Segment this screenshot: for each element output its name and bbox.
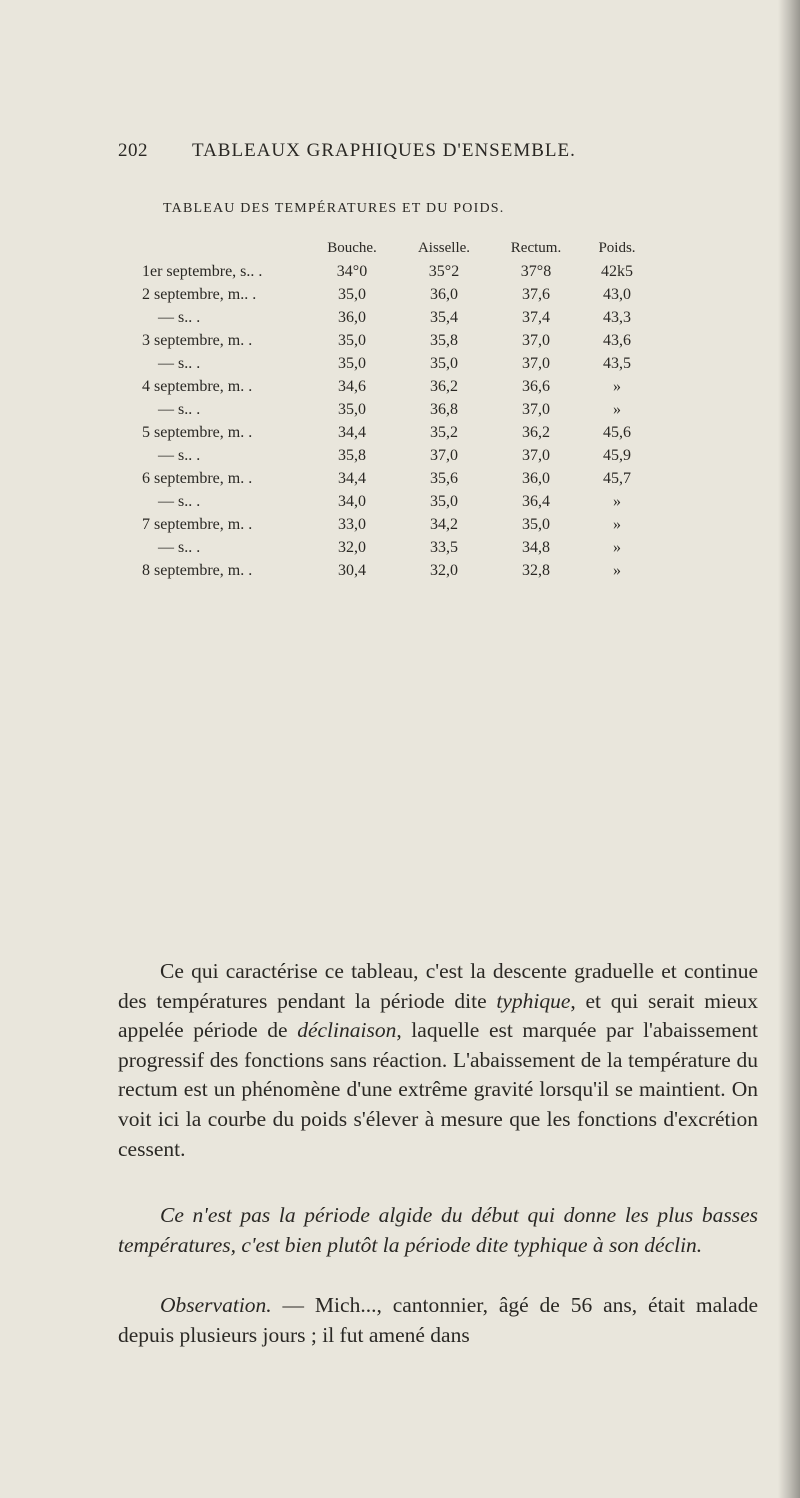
row-date: 5 septembre, m. . <box>142 423 253 441</box>
row-aisselle: 35°2 <box>428 262 460 280</box>
row-date: 7 septembre, m. . <box>142 515 253 533</box>
row-bouche: 34,6 <box>338 377 366 395</box>
row-bouche: 35,0 <box>338 331 366 349</box>
row-bouche: 36,0 <box>338 308 366 326</box>
table-row <box>118 559 652 582</box>
row-rectum: 37,0 <box>522 400 550 418</box>
row-bouche: 32,0 <box>338 538 366 556</box>
row-aisselle: 36,2 <box>430 377 458 395</box>
table-row <box>118 329 652 352</box>
table-row <box>118 467 652 490</box>
row-poids: » <box>613 400 621 418</box>
row-date: — s.. . <box>158 538 201 556</box>
row-date: 6 septembre, m. . <box>142 469 253 487</box>
row-bouche: 34,0 <box>338 492 366 510</box>
table-row <box>118 490 652 513</box>
header-poids: Poids. <box>598 239 636 256</box>
body-paragraph-1 <box>118 957 758 1164</box>
row-aisselle: 36,8 <box>430 400 458 418</box>
paragraph-1-text-e: , laquelle est marquée par l'abaissement progressif des fonctions sans réaction. L'abaissement de la température du rectum est un phénomène d'une extrême gravité lorsqu'il se maintient. On voit ici la courbe du poids s'élever à mesure que les fonctions d'excrétion cessent. <box>118 1018 758 1161</box>
row-bouche: 30,4 <box>338 561 366 579</box>
body-paragraph-2-italic <box>118 1201 758 1260</box>
row-rectum: 37,6 <box>522 285 550 303</box>
row-rectum: 36,6 <box>522 377 550 395</box>
row-aisselle: 35,0 <box>430 492 458 510</box>
row-aisselle: 32,0 <box>430 561 458 579</box>
temperature-weight-table <box>118 236 652 582</box>
header-rectum: Rectum. <box>510 239 562 256</box>
row-date: — s.. . <box>158 308 201 326</box>
paragraph-1-italic-typhique: typhique <box>496 988 571 1013</box>
row-aisselle: 34,2 <box>430 515 458 533</box>
table-row <box>118 375 652 398</box>
row-bouche: 35,8 <box>338 446 366 464</box>
page-edge-shadow <box>778 0 800 1498</box>
row-poids: » <box>613 561 621 579</box>
paragraph-2-text: Ce n'est pas la période algide du début qui donne les plus basses températures, c'est bien plutôt la période dite typhique à son déclin. <box>118 1203 758 1257</box>
row-poids: 45,9 <box>603 446 631 464</box>
row-aisselle: 35,0 <box>430 354 458 372</box>
row-rectum: 37,0 <box>522 331 550 349</box>
running-head <box>118 140 758 170</box>
row-date: 4 septembre, m. . <box>142 377 253 395</box>
row-poids: 42k5 <box>601 262 633 280</box>
header-aisselle: Aisselle. <box>417 239 471 256</box>
row-rectum: 36,2 <box>522 423 550 441</box>
row-poids: » <box>613 538 621 556</box>
row-rectum: 37,0 <box>522 354 550 372</box>
paragraph-1-text-c: , et qui serait mieux appelée période de <box>118 988 758 1043</box>
row-aisselle: 36,0 <box>430 285 458 303</box>
row-aisselle: 35,6 <box>430 469 458 487</box>
row-bouche: 34°0 <box>336 262 368 280</box>
row-bouche: 35,0 <box>338 285 366 303</box>
row-bouche: 33,0 <box>338 515 366 533</box>
row-date: — s.. . <box>158 400 201 418</box>
row-rectum: 37,4 <box>522 308 550 326</box>
row-aisselle: 35,8 <box>430 331 458 349</box>
row-poids: » <box>613 377 621 395</box>
row-poids: 43,3 <box>603 308 631 326</box>
row-rectum: 37,0 <box>522 446 550 464</box>
table-row <box>118 260 652 283</box>
table-row <box>118 398 652 421</box>
row-date: 2 septembre, m.. . <box>142 285 257 303</box>
row-rectum: 34,8 <box>522 538 550 556</box>
row-poids: 45,7 <box>603 469 631 487</box>
table-row <box>118 421 652 444</box>
table-row <box>118 513 652 536</box>
row-bouche: 34,4 <box>338 469 366 487</box>
row-rectum: 37°8 <box>520 262 552 280</box>
running-title: TABLEAUX GRAPHIQUES D'ENSEMBLE. <box>192 140 576 161</box>
row-rectum: 36,0 <box>522 469 550 487</box>
row-bouche: 35,0 <box>338 354 366 372</box>
row-poids: 43,6 <box>603 331 631 349</box>
row-date: — s.. . <box>158 492 201 510</box>
row-date: 3 septembre, m. . <box>142 331 253 349</box>
table-row <box>118 444 652 467</box>
table-row <box>118 352 652 375</box>
table-row <box>118 283 652 306</box>
row-date: — s.. . <box>158 446 201 464</box>
table-row <box>118 306 652 329</box>
header-date <box>118 236 306 260</box>
row-aisselle: 37,0 <box>430 446 458 464</box>
row-rectum: 36,4 <box>522 492 550 510</box>
table-header-row <box>118 236 652 260</box>
row-poids: 43,0 <box>603 285 631 303</box>
table-row <box>118 536 652 559</box>
row-aisselle: 33,5 <box>430 538 458 556</box>
row-aisselle: 35,4 <box>430 308 458 326</box>
row-bouche: 35,0 <box>338 400 366 418</box>
row-aisselle: 35,2 <box>430 423 458 441</box>
row-poids: 45,6 <box>603 423 631 441</box>
paragraph-1-italic-declinaison: déclinaison <box>297 1018 397 1043</box>
row-date: — s.. . <box>158 354 201 372</box>
row-rectum: 32,8 <box>522 561 550 579</box>
row-rectum: 35,0 <box>522 515 550 533</box>
table-caption: TABLEAU DES TEMPÉRATURES ET DU POIDS. <box>163 201 505 216</box>
body-paragraph-3 <box>118 1291 758 1350</box>
paragraph-3-text: — Mich..., cantonnier, âgé de 56 ans, était malade depuis plusieurs jours ; il fut amené dans <box>118 1293 758 1347</box>
observation-heading: Observation. <box>160 1293 272 1317</box>
row-poids: » <box>613 515 621 533</box>
row-date: 1er septembre, s.. . <box>142 262 263 280</box>
row-date: 8 septembre, m. . <box>142 561 253 579</box>
row-poids: 43,5 <box>603 354 631 372</box>
row-bouche: 34,4 <box>338 423 366 441</box>
row-poids: » <box>613 492 621 510</box>
paragraph-1-text-a: Ce qui caractérise ce tableau, c'est la descente graduelle et continue des températures pendant la période dite <box>118 959 758 1013</box>
header-bouche: Bouche. <box>327 239 377 256</box>
page-number: 202 <box>118 140 148 161</box>
